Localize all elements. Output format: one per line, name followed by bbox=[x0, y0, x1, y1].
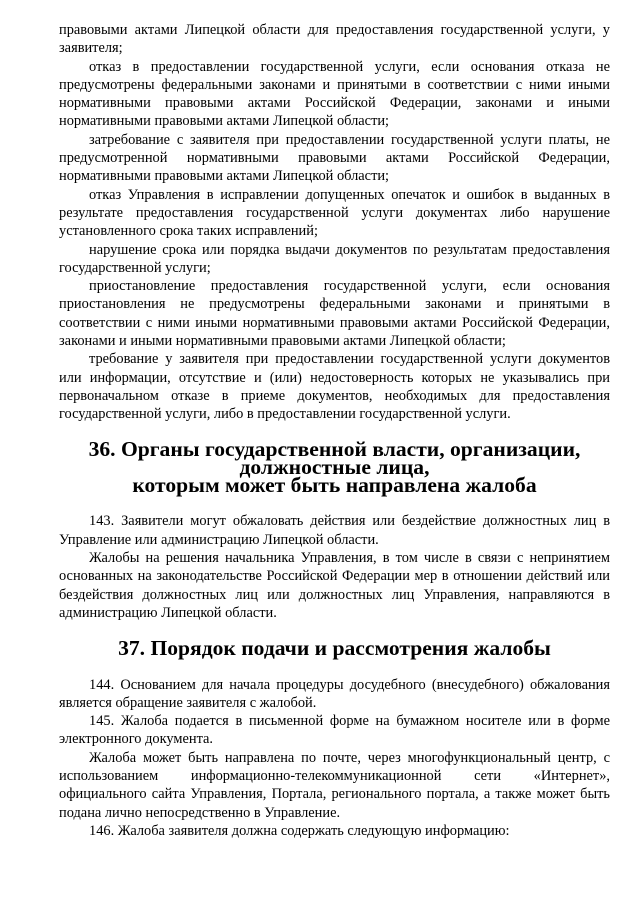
section-36-heading-line-1: 36. Органы государственной власти, организации, должностные лица, bbox=[88, 436, 581, 479]
paragraph-fee-demand: затребование с заявителя при предоставлении государственной услуги платы, не предусмотренной нормативными правовыми актами Российской Федерации, нормативными правовыми актами Липецкой области; bbox=[59, 131, 610, 185]
paragraph-suspension: приостановление предоставления государственной услуги, если основания приостановления не предусмотрены федеральными законами и принятыми в соответствии с ними иными нормативными правовыми актами Российской Федерации, законами и иными нормативными правовыми актами Липецкой области; bbox=[59, 278, 610, 350]
paragraph-submission-channels: Жалоба может быть направлена по почте, через многофункциональный центр, с использованием информационно-телекоммуникационной сети «Интернет», официального сайта Управления, Портала, регионального портала, а также может быть подана лично непосредственно в Управление. bbox=[59, 749, 610, 821]
paragraph-issuance-violation: нарушение срока или порядка выдачи документов по результатам предоставления государственной услуги; bbox=[59, 241, 610, 276]
paragraph-145: 145. Жалоба подается в письменной форме на бумажном носителе или в форме электронного документа. bbox=[59, 713, 610, 748]
section-36-heading-line-2: которым может быть направлена жалоба bbox=[132, 473, 537, 498]
section-36-heading bbox=[59, 436, 610, 498]
paragraph-document-demand: требование у заявителя при предоставлении государственной услуги документов или информации, отсутствие и (или) недостоверность которых не указывались при первоначальном отказе в приеме документов, необходимых для предоставления государственной услуги, либо в предоставлении государственной услуги. bbox=[59, 351, 610, 423]
document-page bbox=[59, 21, 610, 840]
section-37-heading: 37. Порядок подачи и рассмотрения жалобы bbox=[118, 636, 551, 661]
paragraph-144: 144. Основанием для начала процедуры досудебного (внесудебного) обжалования является обращение заявителя с жалобой. bbox=[59, 676, 610, 711]
paragraph-continuation: правовыми актами Липецкой области для предоставления государственной услуги, у заявителя; bbox=[59, 22, 610, 57]
paragraph-head-complaints: Жалобы на решения начальника Управления, в том числе в связи с непринятием основанных на законодательстве Российской Федерации мер в отношении действий или бездействия должностных лиц или должностных лиц Управления, направляются в администрацию Липецкой области. bbox=[59, 550, 610, 621]
paragraph-correction-refusal: отказ Управления в исправлении допущенных опечаток и ошибок в выданных в результате предоставления государственной услуги документах либо нарушение установленного срока таких исправлений; bbox=[59, 186, 610, 240]
paragraph-refusal-grounds: отказ в предоставлении государственной услуги, если основания отказа не предусмотрены федеральными законами и принятыми в соответствии с ними иными нормативными правовыми актами Российской Федерации, законами и иными нормативными правовыми актами Липецкой области; bbox=[59, 58, 610, 130]
paragraph-143: 143. Заявители могут обжаловать действия или бездействие должностных лиц в Управление или администрацию Липецкой области. bbox=[59, 513, 610, 548]
paragraph-146: 146. Жалоба заявителя должна содержать следующую информацию: bbox=[89, 822, 510, 839]
